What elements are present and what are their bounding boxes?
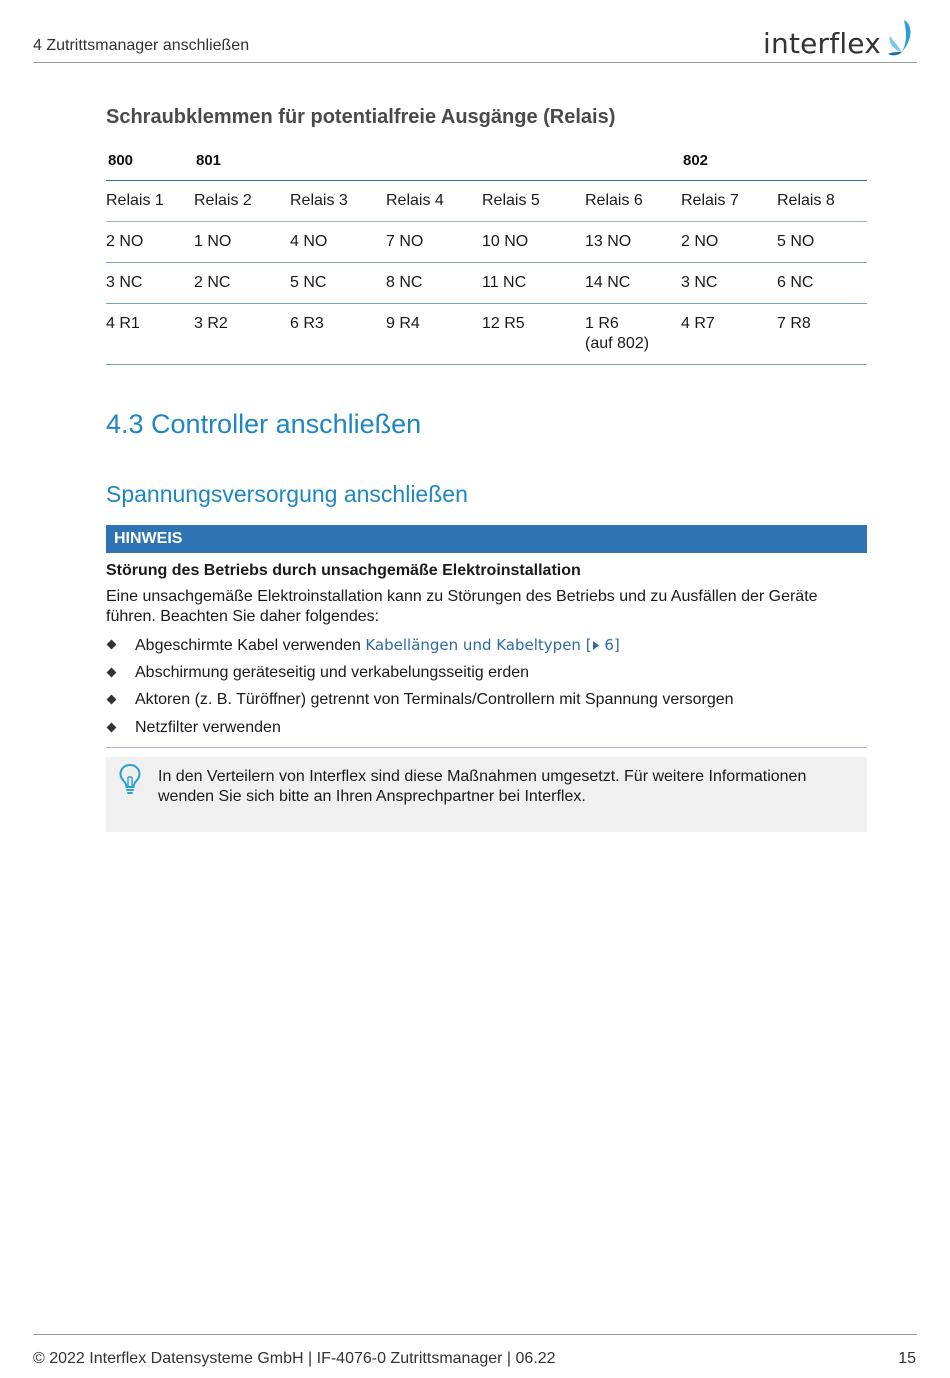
notice-label: HINWEIS <box>106 525 867 553</box>
chapter-title: 4 Zutrittsmanager anschließen <box>33 37 250 54</box>
list-item <box>106 689 734 717</box>
list-item <box>106 717 734 745</box>
footer-copyright: © 2022 Interflex Datensysteme GmbH | IF-4076-0 Zutrittsmanager | 06.22 <box>33 1350 556 1367</box>
logo-text: interflex <box>763 27 881 60</box>
list-item-text: Aktoren (z. B. Türöffner) getrennt von Terminals/Controllern mit Spannung versorgen <box>135 691 734 708</box>
diamond-bullet-icon <box>107 640 117 650</box>
table-cell: 13 NO <box>585 222 681 263</box>
table-row <box>106 263 867 304</box>
table-cell: 4 R7 <box>681 304 777 365</box>
table-cell-note: (auf 802) <box>585 335 650 352</box>
table-cell: 5 NO <box>777 222 867 263</box>
list-item-text: Netzfilter verwenden <box>135 718 281 736</box>
table-cell: 14 NC <box>585 263 681 304</box>
diamond-bullet-icon <box>107 722 117 732</box>
table-group-row <box>106 148 867 181</box>
butterfly-icon <box>882 18 916 58</box>
group-header: 801 <box>194 148 290 181</box>
notice-divider <box>106 747 867 748</box>
list-item <box>106 634 734 662</box>
table-cell: 7 NO <box>386 222 482 263</box>
tip-box <box>106 757 867 832</box>
list-item-text: Abschirmung geräteseitig und verkabelungsseitig erden <box>135 663 530 681</box>
notice-list <box>106 634 734 744</box>
group-header: 800 <box>106 148 194 181</box>
chapter-heading: 4.3 Controller anschließen <box>106 409 422 439</box>
header-divider <box>33 62 917 63</box>
group-header: 802 <box>681 148 777 181</box>
column-header: Relais 1 <box>106 181 194 222</box>
relais-table <box>106 148 867 365</box>
diamond-bullet-icon <box>107 667 117 677</box>
table-cell: 2 NC <box>194 263 290 304</box>
table-row <box>106 304 867 365</box>
column-header: Relais 7 <box>681 181 777 222</box>
table-cell: 6 NC <box>777 263 867 304</box>
table-cell: 5 NC <box>290 263 386 304</box>
list-item <box>106 662 734 690</box>
table-cell: 11 NC <box>482 263 585 304</box>
table-cell: 4 R1 <box>106 304 194 365</box>
table-cell: 2 NO <box>681 222 777 263</box>
diamond-bullet-icon <box>107 695 117 705</box>
table-cell: 3 NC <box>106 263 194 304</box>
column-header: Relais 8 <box>777 181 867 222</box>
table-cell: 1 NO <box>194 222 290 263</box>
page-number: 15 <box>898 1350 916 1367</box>
triangle-right-icon <box>592 640 600 651</box>
table-cell <box>585 304 681 365</box>
notice-body: Eine unsachgemäße Elektroinstallation kann zu Störungen des Betriebs und zu Ausfällen der Geräte führen. Beachten Sie daher folgendes: <box>106 588 818 625</box>
table-header-row <box>106 181 867 222</box>
subheading: Spannungsversorgung anschließen <box>106 481 468 507</box>
table-cell: 10 NO <box>482 222 585 263</box>
table-cell: 4 NO <box>290 222 386 263</box>
column-header: Relais 3 <box>290 181 386 222</box>
table-cell: 3 R2 <box>194 304 290 365</box>
section-heading: Schraubklemmen für potentialfreie Ausgänge (Relais) <box>106 106 616 128</box>
lightbulb-icon <box>118 763 142 795</box>
table-cell: 6 R3 <box>290 304 386 365</box>
table-cell: 12 R5 <box>482 304 585 365</box>
interflex-logo <box>763 14 916 58</box>
column-header: Relais 2 <box>194 181 290 222</box>
column-header: Relais 5 <box>482 181 585 222</box>
table-cell: 8 NC <box>386 263 482 304</box>
table-cell-value: 1 R6 <box>585 315 619 332</box>
table-cell: 2 NO <box>106 222 194 263</box>
table-cell: 3 NC <box>681 263 777 304</box>
footer-divider <box>33 1334 917 1335</box>
column-header: Relais 4 <box>386 181 482 222</box>
list-item-text: Abgeschirmte Kabel verwenden <box>135 637 366 654</box>
table-cell: 9 R4 <box>386 304 482 365</box>
table-cell: 7 R8 <box>777 304 867 365</box>
cross-reference-link[interactable]: Kabellängen und Kabeltypen [ 6] <box>365 636 620 654</box>
table-row <box>106 222 867 263</box>
notice-headline: Störung des Betriebs durch unsachgemäße Elektroinstallation <box>106 562 581 579</box>
column-header: Relais 6 <box>585 181 681 222</box>
tip-text: In den Verteilern von Interflex sind diese Maßnahmen umgesetzt. Für weitere Informationen wenden Sie sich bitte an Ihren Ansprechpartner bei Interflex. <box>158 768 807 805</box>
